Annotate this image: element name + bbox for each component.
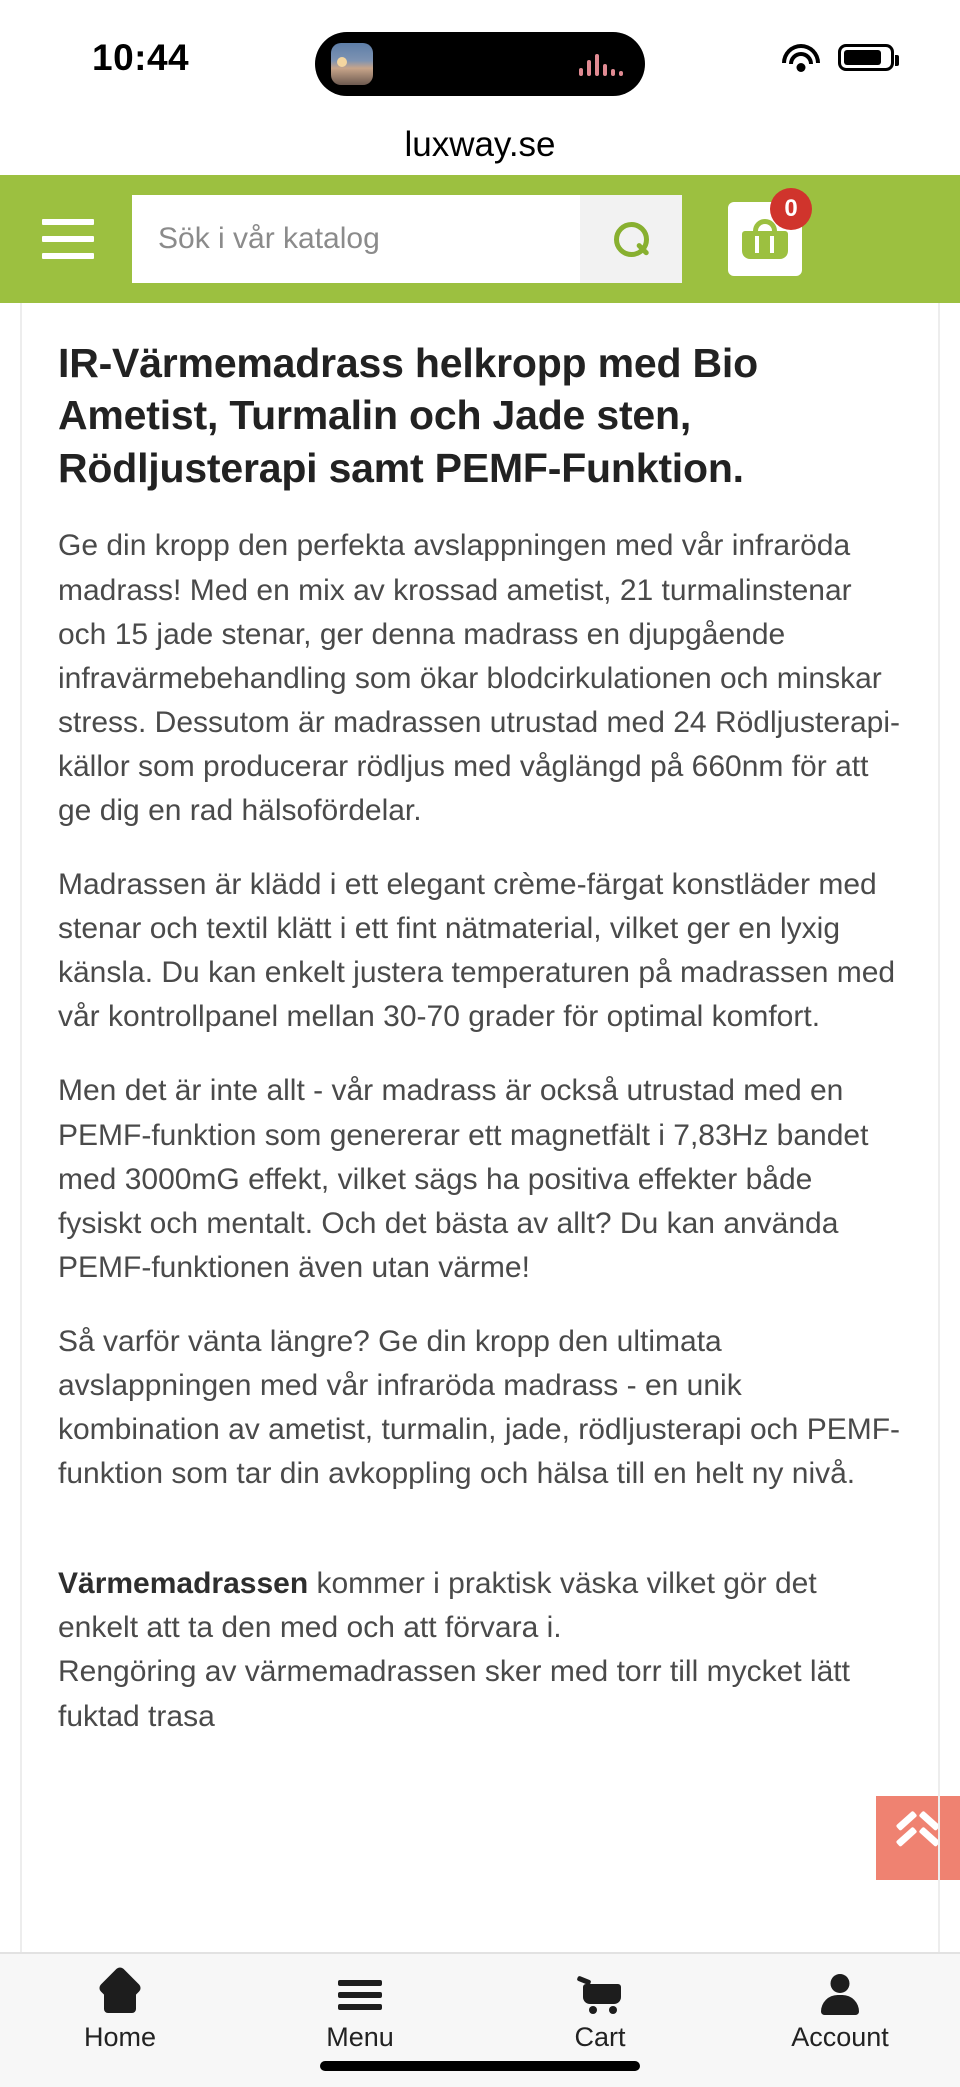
dynamic-island[interactable]: [315, 32, 645, 96]
cart-count-badge: 0: [770, 188, 812, 230]
bottom-tab-bar: [0, 1952, 960, 2087]
description-paragraph: Madrassen är klädd i ett elegant crème-färgat konstläder med stenar och textil klätt i ett fint nätmaterial, vilket ger en lyxig känsla. Du kan enkelt justera temperaturen på madrassen med vår kontrollpanel mellan 30-70 grader för optimal komfort.: [58, 868, 896, 1034]
tab-cart[interactable]: [480, 1972, 720, 2053]
status-bar: [0, 0, 960, 115]
status-time: 10:44: [92, 36, 190, 78]
tab-account-label: Account: [791, 2022, 889, 2052]
search-input[interactable]: [132, 195, 580, 283]
page-title: IR-Värmemadrass helkropp med Bio Ametist, Turmalin och Jade sten, Rödljusterapi samt PEMF-Funktion.: [58, 340, 758, 491]
scroll-to-top-button[interactable]: [876, 1796, 960, 1880]
section-spacer: [58, 1526, 902, 1562]
cart-icon: [577, 1972, 623, 2014]
cart-button[interactable]: [728, 195, 802, 276]
audio-waveform-icon: [579, 52, 623, 76]
browser-url-bar[interactable]: [0, 115, 960, 175]
home-indicator: [320, 2061, 640, 2071]
closing-rest: kommer i praktisk väska vilket gör det enkelt att ta den med och att förvara i.: [58, 1567, 817, 1645]
wifi-icon: [782, 44, 820, 72]
tab-cart-label: Cart: [574, 2022, 626, 2052]
product-description: [0, 303, 960, 1952]
home-icon: [97, 1972, 143, 2014]
person-icon: [817, 1972, 863, 2014]
media-thumbnail-icon: [331, 43, 373, 85]
hamburger-icon[interactable]: [42, 219, 94, 259]
description-paragraph: Ge din kropp den perfekta avslappningen med vår infraröda madrass! Med en mix av krossad ametist, 21 turmalinstenar och 15 jade stenar, ger denna madrass en djupgående infravärmebehandling som ökar blodcirkulationen och minskar stress. Dessutom är madrassen utrustad med 24 Rödljusterapi-källor som producerar rödljus med våglängd på 660nm för att ge dig en rad hälsofördelar.: [58, 529, 901, 827]
menu-icon: [337, 1972, 383, 2014]
closing-rest-2: Rengöring av värmemadrassen sker med torr till mycket lätt fuktad trasa: [58, 1655, 850, 1733]
description-paragraph: Så varför vänta längre? Ge din kropp den ultimata avslappningen med vår infraröda madrass - en unik kombination av ametist, turmalin, jade, rödljusterapi och PEMF-funktion som tar din avkoppling och hälsa till en helt ny nivå.: [58, 1324, 901, 1491]
tab-home[interactable]: [0, 1972, 240, 2053]
battery-icon: [838, 44, 894, 71]
tab-home-label: Home: [83, 2022, 157, 2052]
site-header: [0, 175, 960, 303]
search-bar: [132, 195, 682, 283]
chevron-double-up-icon: [898, 1821, 938, 1855]
closing-lead: Värmemadrassen: [58, 1567, 309, 1601]
url-text: luxway.se: [404, 125, 556, 164]
tab-account[interactable]: [720, 1972, 960, 2053]
closing-paragraph: [58, 1562, 902, 1738]
description-paragraph: Men det är inte allt - vår madrass är också utrustad med en PEMF-funktion som genererar ett magnetfält i 7,83Hz bandet med 3000mG effekt, vilket sägs ha positiva effekter både fysiskt och mentalt. Och det bästa av allt? Du kan använda PEMF-funktionen även utan värme!: [58, 1074, 869, 1284]
search-button[interactable]: [580, 195, 682, 283]
search-icon: [614, 222, 648, 256]
tab-menu-label: Menu: [326, 2022, 394, 2052]
tab-menu[interactable]: [240, 1972, 480, 2053]
status-indicators: [782, 44, 894, 72]
